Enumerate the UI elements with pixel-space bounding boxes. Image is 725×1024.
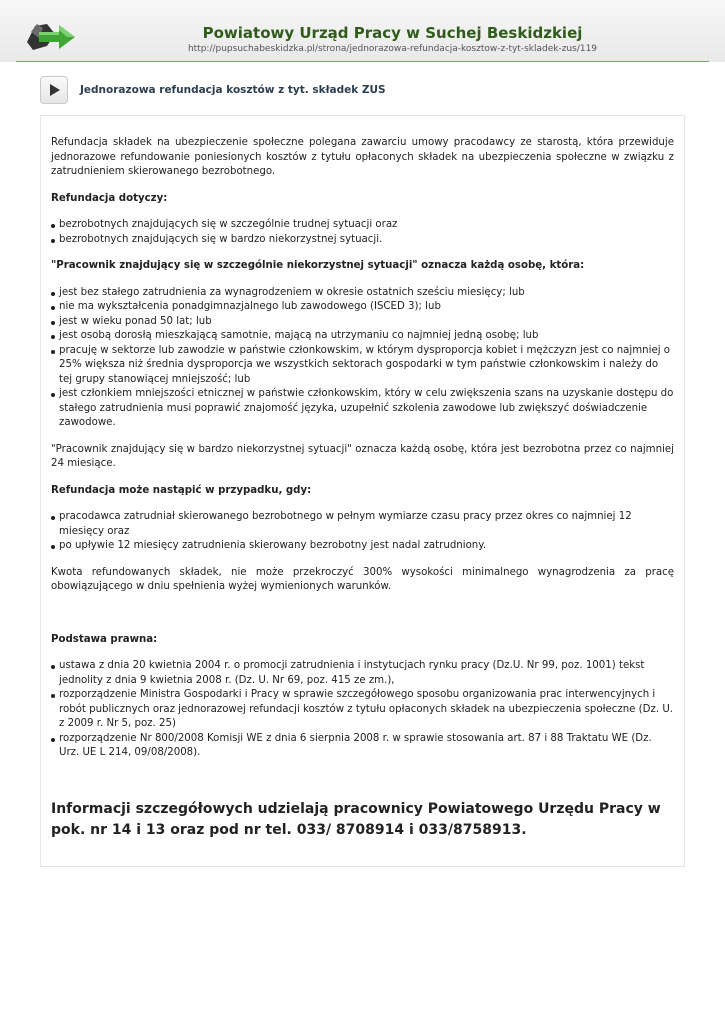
play-arrow-icon	[48, 83, 62, 97]
site-url[interactable]: http://pupsuchabeskidzka.pl/strona/jednorazowa-refundacja-kosztow-z-tyt-skladek-zus/119	[187, 44, 598, 54]
nastapic-list	[51, 510, 674, 554]
list-item: rozporządzenie Ministra Gospodarki i Pracy w sprawie szczegółowego sposobu organizowania prac interwencyjnych i robót publicznych oraz jednorazowej refundacji kosztów z tytułu opłaconych składek na ubezpieczenia społeczne (Dz. U. z 2009 r. Nr 5, poz. 25)	[51, 688, 674, 732]
dotyczy-heading: Refundacja dotyczy:	[51, 192, 168, 204]
page-header	[0, 0, 725, 62]
list-item: rozporządzenie Nr 800/2008 Komisji WE z dnia 6 sierpnia 2008 r. w sprawie stosowania art. 87 i 88 Traktatu WE (Dz. Urz. UE L 214, 09/08/2008).	[51, 732, 674, 761]
szczegolnie-list	[51, 286, 674, 431]
list-item: bezrobotnych znajdujących się w bardzo niekorzystnej sytuacji.	[51, 233, 674, 248]
page-title-row	[40, 76, 680, 106]
kwota-paragraph: Kwota refundowanych składek, nie może przekroczyć 300% wysokości minimalnego wynagrodzenia za pracę obowiązującego w dniu spełnienia wyżej wymienionych warunków.	[51, 566, 674, 592]
podstawa-list	[51, 659, 674, 761]
dotyczy-list	[51, 218, 674, 247]
list-item: pracodawca zatrudniał skierowanego bezrobotnego w pełnym wymiarze czasu pracy przez okres co najmniej 12 miesięcy oraz	[51, 510, 674, 539]
list-item: jest bez stałego zatrudnienia za wynagrodzeniem w okresie ostatnich sześciu miesięcy; lub	[51, 286, 674, 301]
list-item: jest członkiem mniejszości etnicznej w państwie członkowskim, który w celu zwiększenia szans na uzyskanie dostępu do stałego zatrudnienia musi poprawić znajomość języka, uzupełnić szkolenia zawodowe lub zwiększyć doświadczenie zawodowe.	[51, 387, 674, 431]
spacer	[51, 607, 674, 633]
list-item: jest osobą dorosłą mieszkającą samotnie, mającą na utrzymaniu co najmniej jedną osobę; lub	[51, 329, 674, 344]
site-title[interactable]: Powiatowy Urząd Pracy w Suchej Beskidzkiej	[202, 24, 583, 42]
site-logo[interactable]	[25, 20, 77, 54]
spacer	[51, 773, 674, 799]
contact-info: Informacji szczegółowych udzielają pracownicy Powiatowego Urzędu Pracy w pok. nr 14 i 13 oraz pod nr tel. 033/ 8708914 i 033/8758913.	[51, 800, 661, 838]
podstawa-heading: Podstawa prawna:	[51, 633, 158, 645]
article-content	[40, 115, 685, 867]
list-item: nie ma wykształcenia ponadgimnazjalnego lub zawodowego (ISCED 3); lub	[51, 300, 674, 315]
page-title: Jednorazowa refundacja kosztów z tyt. składek ZUS	[80, 84, 386, 96]
header-divider	[16, 61, 709, 62]
nastapic-heading: Refundacja może nastąpić w przypadku, gdy:	[51, 484, 312, 496]
logo-arrow-icon	[25, 20, 77, 54]
list-item: ustawa z dnia 20 kwietnia 2004 r. o promocji zatrudnienia i instytucjach rynku pracy (Dz.U. Nr 99, poz. 1001) tekst jednolity z dnia 9 kwietnia 2008 r. (Dz. U. Nr 69, poz. 415 ze zm.),	[51, 659, 674, 688]
list-item: jest w wieku ponad 50 lat; lub	[51, 315, 674, 330]
szczegolnie-heading: "Pracownik znajdujący się w szczególnie niekorzystnej sytuacji" oznacza każdą osobę, która:	[51, 260, 585, 271]
list-item: pracuję w sektorze lub zawodzie w państwie członkowskim, w którym dysproporcja kobiet i mężczyzn jest co najmniej o 25% większa niż średnia dysproporcja we wszystkich sektorach gospodarki w tym państwie członkowskim i należy do tej grupy stanowiącej mniejszość; lub	[51, 344, 674, 388]
bardzo-paragraph: "Pracownik znajdujący się w bardzo niekorzystnej sytuacji" oznacza każdą osobę, która jest bezrobotna przez co najmniej 24 miesiące.	[51, 443, 674, 469]
list-item: bezrobotnych znajdujących się w szczególnie trudnej sytuacji oraz	[51, 218, 674, 233]
bullet-arrow-button	[40, 76, 68, 104]
intro-paragraph: Refundacja składek na ubezpieczenie społeczne polegana zawarciu umowy pracodawcy ze starostą, która przewiduje jednorazowe refundowanie poniesionych kosztów z tytułu opłaconych składek na ubezpieczenia społeczne w związku z zatrudnieniem skierowanego bezrobotnego.	[51, 137, 674, 177]
list-item: po upływie 12 miesięcy zatrudnienia skierowany bezrobotny jest nadal zatrudniony.	[51, 539, 674, 554]
